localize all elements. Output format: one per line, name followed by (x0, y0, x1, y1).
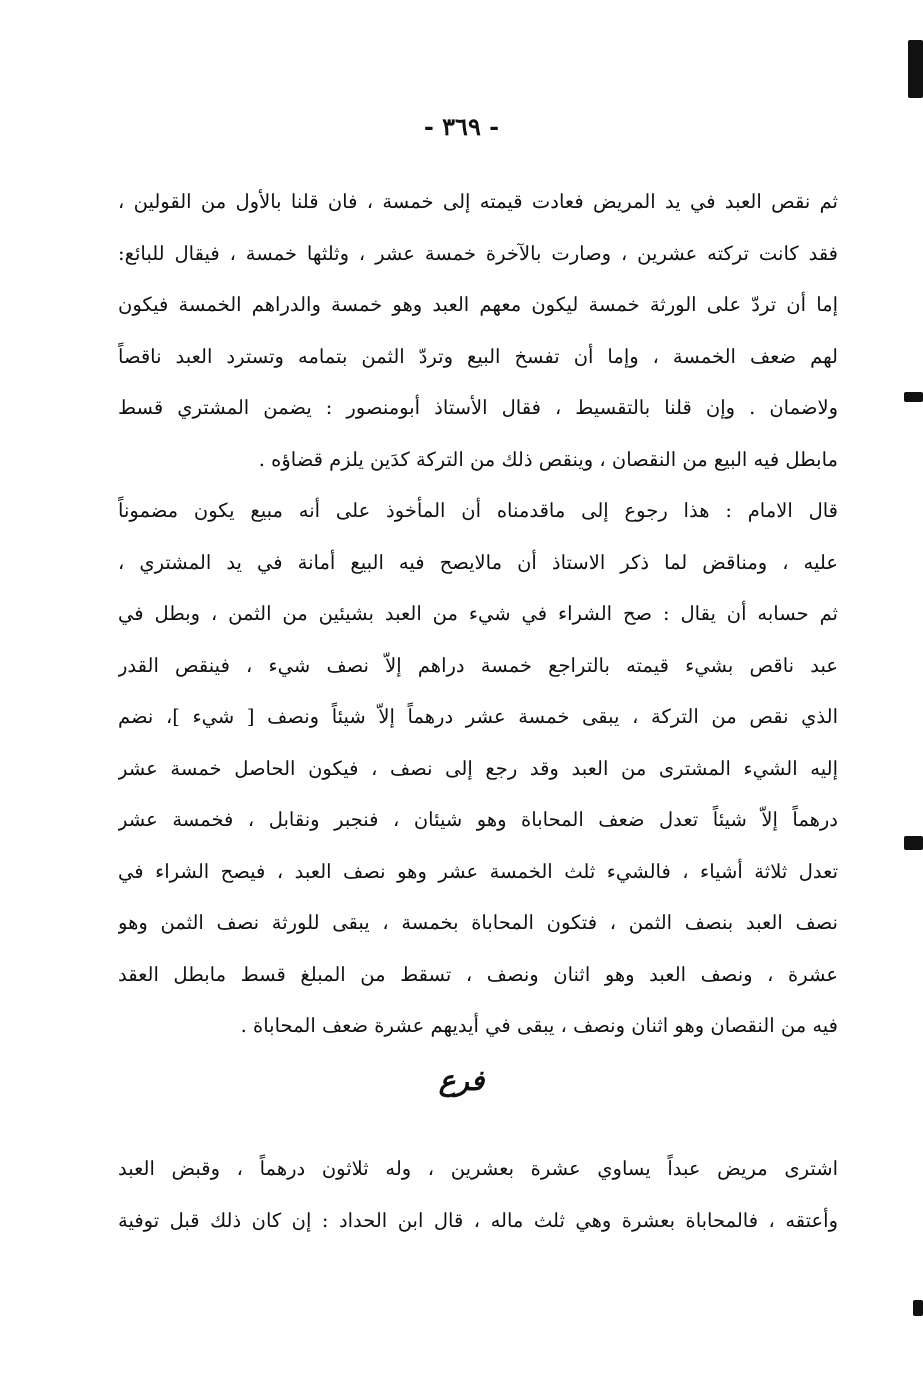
text-line: اشترى مريض عبداً يساوي عشرة بعشرين ، وله ثلاثون درهماً ، وقبض العبد (118, 1157, 838, 1180)
text-line: إما أن تردّ على الورثة خمسة ليكون معهم العبد وهو خمسة والدراهم الخمسة فيكون (118, 293, 838, 316)
scan-edge-mark (908, 40, 923, 98)
section-heading: فرع (438, 1064, 485, 1097)
text-line: ثم نقص العبد في يد المريض فعادت قيمته إلى خمسة ، فان قلنا بالأول من القولين ، (118, 190, 838, 213)
text-line: فيه من النقصان وهو اثنان ونصف ، يبقى في أيديهم عشرة ضعف المحاباة . (240, 1014, 838, 1037)
text-line: عشرة ، ونصف العبد وهو اثنان ونصف ، تسقط من المبلغ قسط مابطل العقد (118, 962, 838, 986)
page-number: - ٣٦٩ - (423, 112, 500, 141)
text-line: وأعتقه ، فالمحاباة بعشرة وهي ثلث ماله ، قال ابن الحداد : إن كان ذلك قبل توفية (118, 1208, 838, 1232)
scan-edge-mark (913, 1300, 923, 1316)
text-line: الذي نقص من التركة ، يبقى خمسة عشر درهماً إلاّ شيئاً ونصف [ شيء ]، نضم (118, 705, 838, 728)
main-text-block (118, 176, 838, 1052)
text-line: عبد ناقص بشيء قيمته بالتراجع خمسة دراهم إلاّ نصف شيء ، فينقص القدر (118, 653, 838, 677)
text-line: عليه ، ومناقض لما ذكر الاستاذ أن مالايصح فيه البيع أمانة في يد المشتري ، (118, 550, 838, 574)
text-line: إليه الشيء المشترى من العبد وقد رجع إلى نصف ، فيكون الحاصل خمسة عشر (118, 756, 838, 780)
text-line: ثم حسابه أن يقال : صح الشراء في شيء من العبد بشيئين من الثمن ، وبطل في (118, 602, 838, 625)
scan-edge-mark (904, 392, 923, 402)
text-line: مابطل فيه البيع من النقصان ، وينقص ذلك من التركة كدَين يلزم قضاؤه . (258, 447, 838, 471)
scan-edge-mark (904, 836, 923, 850)
text-line: نصف العبد بنصف الثمن ، فتكون المحاباة بخمسة ، يبقى للورثة نصف الثمن وهو (118, 911, 838, 934)
text-line: لهم ضعف الخمسة ، وإما أن تفسخ البيع وتردّ الثمن بتمامه وتسترد العبد ناقصاً (118, 344, 838, 368)
text-line: فقد كانت تركته عشرين ، وصارت بالآخرة خمسة عشر ، وثلثها خمسة ، فيقال للبائع: (118, 241, 838, 265)
text-line: قال الامام : هذا رجوع إلى ماقدمناه أن المأخوذ على أنه مبيع يكون مضموناً (118, 499, 838, 522)
section-text-block (118, 1143, 838, 1246)
text-line: تعدل ثلاثة أشياء ، فالشيء ثلث الخمسة عشر وهو نصف العبد ، فيصح الشراء في (118, 859, 838, 883)
text-line: ولاضمان . وإن قلنا بالتقسيط ، فقال الأستاذ أبومنصور : يضمن المشتري قسط (118, 396, 838, 419)
text-line: درهماً إلاّ شيئاً تعدل ضعف المحاباة وهو شيئان ، فنجبر ونقابل ، فخمسة عشر (118, 808, 838, 831)
